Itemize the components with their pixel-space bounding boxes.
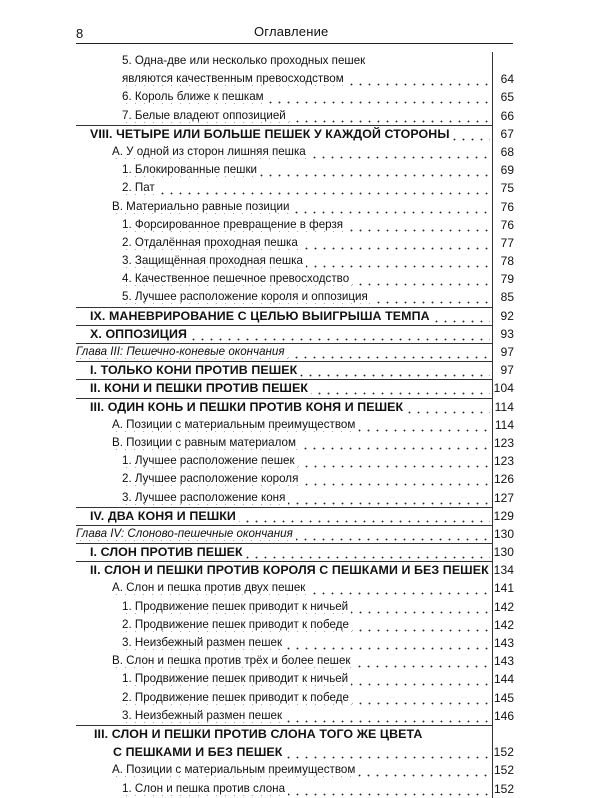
- toc-entry-text: Глава III: Пешечно-коневые окончания: [76, 345, 288, 358]
- toc-entry-text: I. ТОЛЬКО КОНИ ПРОТИВ ПЕШЕК: [90, 363, 300, 377]
- toc-entry[interactable]: [0, 780, 600, 798]
- toc-page-number: 144: [493, 672, 514, 687]
- toc-entry-text: А. Слон и пешка против двух пешек: [112, 581, 308, 594]
- toc-entry-text: 1. Блокированные пешки: [122, 163, 260, 176]
- toc-entry-label: [94, 725, 490, 743]
- toc-entry-text: IV. ДВА КОНЯ И ПЕШКИ: [90, 509, 239, 523]
- toc-page-number: 64: [500, 72, 514, 87]
- toc-page-number: 142: [493, 617, 514, 632]
- toc-entry-label: [76, 343, 490, 361]
- toc-page-number: 127: [493, 490, 514, 505]
- toc-page-number: 114: [494, 417, 514, 432]
- toc-page-number: 146: [493, 708, 514, 723]
- toc-page-number: 69: [500, 163, 514, 178]
- toc-entry-label: [122, 288, 490, 306]
- toc-entry[interactable]: [0, 525, 600, 543]
- toc-page-number: 141: [493, 581, 514, 596]
- toc-entry-label: [90, 125, 490, 143]
- toc-page-number: 97: [500, 345, 514, 359]
- toc-entry[interactable]: [0, 361, 600, 379]
- toc-page-number: 93: [500, 326, 514, 341]
- toc-entry-label: [90, 507, 490, 525]
- toc-entry[interactable]: [0, 307, 600, 325]
- toc-page-number: 75: [500, 181, 514, 196]
- toc-entry-text: 3. Неизбежный размен пешек: [122, 709, 285, 722]
- running-header: [76, 22, 513, 44]
- toc-entry-text: 1. Слон и пешка против слона: [122, 782, 288, 795]
- toc-entry-text: 1. Продвижение пешек приводит к ничьей: [122, 600, 351, 613]
- toc-entry-text: X. ОППОЗИЦИЯ: [90, 327, 190, 341]
- toc-entry-label: [112, 143, 490, 161]
- toc-entry[interactable]: [0, 689, 600, 707]
- toc-entry-text: 5. Лучшее расположение короля и оппозиция: [122, 290, 371, 303]
- toc-page-number: 76: [500, 199, 514, 214]
- toc-page-number: 67: [500, 126, 514, 141]
- toc-page-number: 134: [493, 563, 514, 578]
- toc-entry-label: [122, 689, 490, 707]
- toc-entry-label: [122, 161, 490, 179]
- toc-entry[interactable]: [0, 561, 600, 579]
- toc-entry-text: III. ОДИН КОНЬ И ПЕШКИ ПРОТИВ КОНЯ И ПЕШЕК: [90, 400, 406, 414]
- toc-entry-text: 2. Продвижение пешек приводит к победе: [122, 618, 352, 631]
- toc-entry[interactable]: [0, 234, 600, 252]
- toc-entry-label: [76, 525, 490, 543]
- toc-entry-label: [122, 489, 490, 507]
- toc-entry-label: [112, 198, 490, 216]
- table-of-contents: [0, 52, 600, 798]
- toc-entry[interactable]: [0, 270, 600, 288]
- toc-page-number: 152: [493, 781, 514, 796]
- toc-entry-label: [112, 579, 490, 597]
- toc-entry-label: [90, 543, 490, 561]
- toc-entry-label: [122, 670, 490, 688]
- toc-entry-label: [90, 379, 490, 397]
- toc-entry[interactable]: [0, 216, 600, 234]
- toc-page-number: 126: [493, 472, 514, 487]
- toc-page-number: 143: [493, 654, 514, 669]
- toc-page-number: 152: [493, 763, 514, 778]
- toc-entry[interactable]: [0, 288, 600, 306]
- toc-entry[interactable]: [0, 634, 600, 652]
- toc-entry-label: [122, 780, 490, 798]
- toc-entry-label: [112, 416, 490, 434]
- toc-entry-text: В. Материально равные позиции: [112, 200, 292, 213]
- toc-entry-label: [122, 216, 490, 234]
- toc-entry[interactable]: [0, 543, 600, 561]
- toc-entry[interactable]: [0, 616, 600, 634]
- toc-entry[interactable]: [0, 198, 600, 216]
- toc-entry-label: [122, 707, 490, 725]
- toc-entry-text: 3. Лучшее расположение коня: [122, 491, 288, 504]
- toc-entry-label: [90, 361, 490, 379]
- toc-entry-label: [112, 761, 490, 779]
- toc-entry[interactable]: [0, 761, 600, 779]
- toc-entry-label: [122, 270, 490, 288]
- toc-entry-label: [122, 234, 490, 252]
- toc-page-number: 152: [493, 745, 514, 760]
- toc-page-number: 78: [500, 254, 514, 269]
- toc-entry-label: [90, 561, 490, 579]
- toc-page-number: 66: [500, 108, 514, 123]
- toc-page-number: 97: [500, 363, 514, 378]
- toc-entry-label: [112, 652, 490, 670]
- toc-entry-label: [122, 252, 490, 270]
- toc-page-number: 142: [493, 599, 514, 614]
- toc-page-number: 130: [493, 545, 514, 560]
- toc-entry-text: II. СЛОН И ПЕШКИ ПРОТИВ КОРОЛЯ С ПЕШКАМИ И БЕЗ ПЕШЕК: [90, 563, 490, 577]
- toc-entry[interactable]: [0, 125, 600, 143]
- toc-entry-label: [90, 325, 490, 343]
- toc-entry[interactable]: [0, 470, 600, 488]
- toc-entry-text: IX. МАНЕВРИРОВАНИЕ С ЦЕЛЬЮ ВЫИГРЫША ТЕМПА: [90, 309, 433, 323]
- toc-entry-text: III. СЛОН И ПЕШКИ ПРОТИВ СЛОНА ТОГО ЖЕ ЦВЕТА: [94, 727, 425, 741]
- toc-entry-label: [113, 743, 490, 761]
- toc-entry-text: 3. Неизбежный размен пешек: [122, 636, 285, 649]
- toc-entry-text: I. СЛОН ПРОТИВ ПЕШЕК: [90, 545, 246, 559]
- toc-page-number: 85: [500, 290, 514, 305]
- toc-entry-text: Глава IV: Слоново-пешечные окончания: [76, 527, 296, 540]
- toc-entry-label: [122, 107, 490, 125]
- toc-entry[interactable]: [0, 325, 600, 343]
- toc-page-number: 123: [493, 435, 514, 450]
- toc-entry-label: [90, 398, 490, 416]
- toc-entry[interactable]: [0, 434, 600, 452]
- toc-entry-text: 6. Король ближе к пешкам: [122, 90, 267, 103]
- toc-entry-text: 4. Качественное пешечное превосходство: [122, 272, 352, 285]
- toc-entry-text: В. Позиции с равным материалом: [112, 436, 299, 449]
- toc-page-number: 79: [500, 272, 514, 287]
- toc-entry[interactable]: [0, 52, 600, 70]
- toc-entry-label: [122, 470, 490, 488]
- toc-page-number: 145: [493, 690, 514, 705]
- toc-entry-text: 7. Белые владеют оппозицией: [122, 109, 289, 122]
- toc-entry[interactable]: [0, 707, 600, 725]
- toc-page-number: 123: [493, 454, 514, 469]
- toc-entry[interactable]: [0, 88, 600, 106]
- toc-entry-label: [122, 179, 490, 197]
- toc-entry-text: 1. Лучшее расположение пешек: [122, 454, 298, 467]
- toc-entry-text: II. КОНИ И ПЕШКИ ПРОТИВ ПЕШЕК: [90, 381, 311, 395]
- toc-entry-label: [122, 52, 490, 70]
- toc-entry-text: С ПЕШКАМИ И БЕЗ ПЕШЕК: [113, 745, 285, 759]
- toc-entry-text: VIII. ЧЕТЫРЕ ИЛИ БОЛЬШЕ ПЕШЕК У КАЖДОЙ СТОРОНЫ: [90, 127, 453, 141]
- toc-entry[interactable]: [0, 670, 600, 688]
- toc-entry-label: [122, 70, 490, 88]
- toc-page-number: 129: [493, 508, 514, 523]
- toc-entry[interactable]: [0, 179, 600, 197]
- toc-entry-label: [122, 616, 490, 634]
- toc-page-number: 77: [500, 235, 514, 250]
- toc-page-number: 114: [494, 399, 514, 414]
- toc-entry-text: 3. Защищённая проходная пешка: [122, 254, 306, 267]
- toc-entry-label: [90, 307, 490, 325]
- toc-entry[interactable]: [0, 416, 600, 434]
- toc-entry-label: [122, 634, 490, 652]
- toc-entry-text: А. Позиции с материальным преимуществом: [112, 418, 358, 431]
- toc-entry[interactable]: [0, 143, 600, 161]
- toc-entry[interactable]: [0, 598, 600, 616]
- toc-page-number: 143: [493, 636, 514, 650]
- toc-entry[interactable]: [0, 743, 600, 761]
- toc-entry-text: А. У одной из сторон лишняя пешка: [112, 145, 309, 158]
- toc-entry[interactable]: [0, 107, 600, 125]
- toc-page-number: 104: [493, 381, 514, 396]
- toc-entry[interactable]: [0, 252, 600, 270]
- toc-entry[interactable]: [0, 343, 600, 361]
- toc-entry-label: [112, 434, 490, 452]
- toc-entry-text: 2. Лучшее расположение короля: [122, 472, 301, 485]
- toc-entry[interactable]: [0, 652, 600, 670]
- toc-entry[interactable]: [0, 161, 600, 179]
- toc-entry[interactable]: [0, 507, 600, 525]
- toc-entry-text: являются качественным превосходством: [122, 72, 347, 85]
- toc-entry[interactable]: [0, 579, 600, 597]
- toc-entry-label: [122, 88, 490, 106]
- toc-entry[interactable]: [0, 379, 600, 397]
- running-title: Оглавление: [254, 24, 329, 39]
- toc-page-number: 68: [500, 144, 514, 159]
- toc-entry[interactable]: [0, 452, 600, 470]
- page-column-rule: [492, 52, 493, 798]
- toc-entry[interactable]: [0, 725, 600, 743]
- toc-entry[interactable]: [0, 398, 600, 416]
- toc-entry-text: 1. Форсированное превращение в ферзя: [122, 218, 346, 231]
- toc-page-number: 65: [500, 90, 514, 105]
- toc-entry-label: [122, 598, 490, 616]
- toc-entry-text: 1. Продвижение пешек приводит к ничьей: [122, 672, 351, 685]
- toc-page-number: 92: [500, 308, 514, 323]
- toc-page-number: 130: [493, 526, 514, 541]
- toc-entry[interactable]: [0, 70, 600, 88]
- toc-entry-text: В. Слон и пешка против трёх и более пешек: [112, 654, 354, 667]
- page-number: 8: [76, 26, 84, 41]
- toc-entry-text: А. Позиции с материальным преимуществом: [112, 763, 358, 776]
- toc-entry-text: 2. Отдалённая проходная пешка: [122, 236, 301, 249]
- toc-entry-label: [122, 452, 490, 470]
- toc-page-number: 76: [500, 217, 514, 232]
- toc-entry-text: 2. Пат: [122, 181, 158, 194]
- toc-entry-text: 2. Продвижение пешек приводит к победе: [122, 691, 352, 704]
- toc-entry[interactable]: [0, 489, 600, 507]
- toc-entry-text: 5. Одна-две или несколько проходных пешек: [122, 54, 368, 67]
